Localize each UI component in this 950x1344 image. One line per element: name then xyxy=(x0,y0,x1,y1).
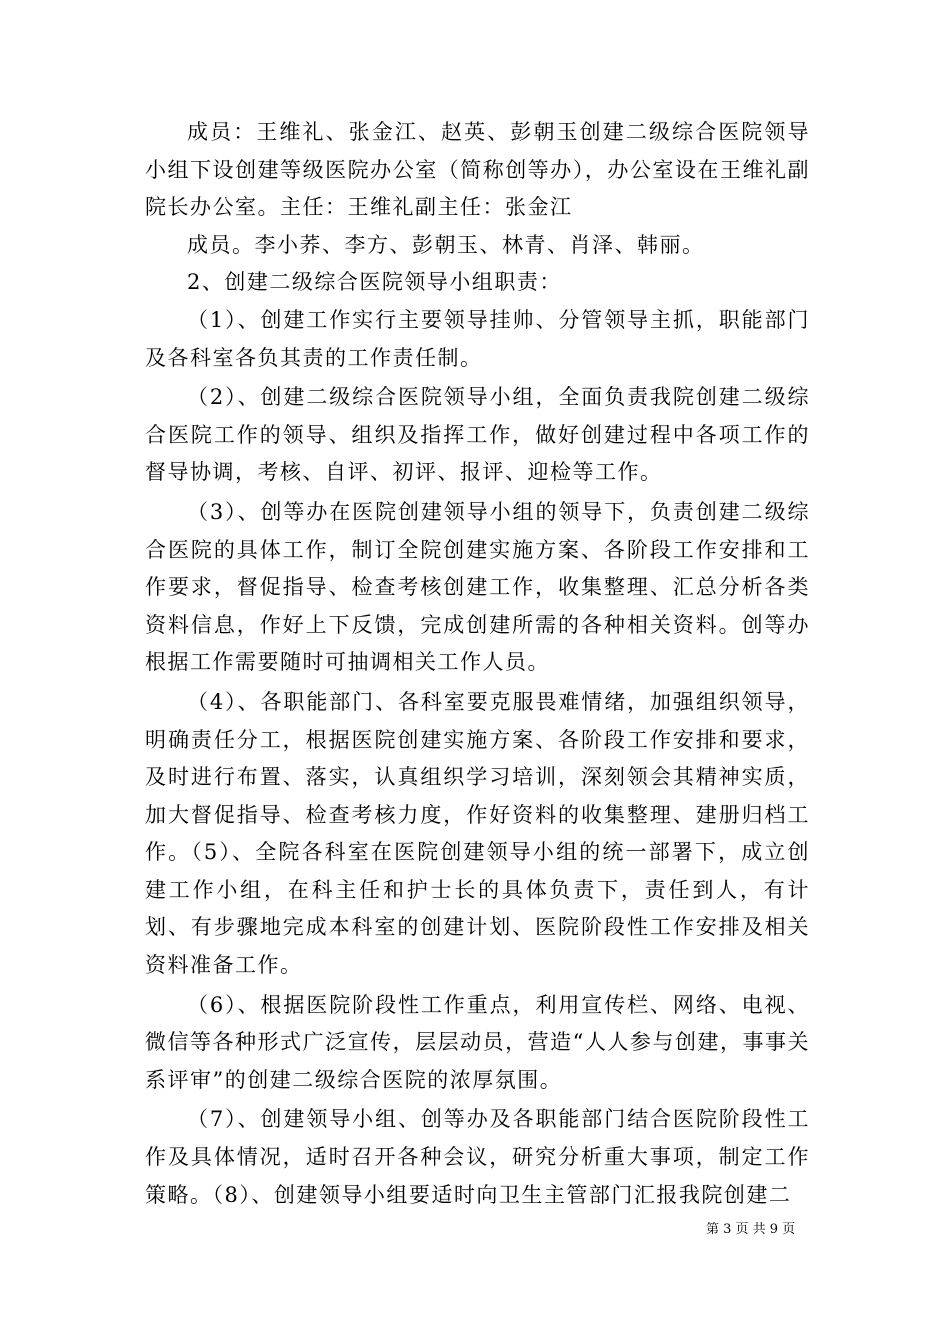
paragraph-item-7-8: （7）、创建领导小组、创等办及各职能部门结合医院阶段性工作及具体情况，适时召开各种会议，研究分析重大事项，制定工作策略。（8）、创建领导小组要适时向卫生主管部门汇报我院创建二 xyxy=(145,1107,810,1207)
paragraph-members-1: 成员：王维礼、张金江、赵英、彭朝玉创建二级综合医院领导小组下设创建等级医院办公室（简称创等办），办公室设在王维礼副院长办公室。主任：王维礼副主任：张金江 xyxy=(145,120,810,220)
paragraph-item-4-5: （4）、各职能部门、各科室要克服畏难情绪，加强组织领导，明确责任分工，根据医院创建实施方案、各阶段工作安排和要求，及时进行布置、落实，认真组织学习培训，深刻领会其精神实质，加大督促指导、检查考核力度，作好资料的收集整理、建册归档工作。（5）、全院各科室在医院创建领导小组的统一部署下，成立创建工作小组，在科主任和护士长的具体负责下，责任到人，有计划、有步骤地完成本科室的创建计划、医院阶段性工作安排及相关资料准备工作。 xyxy=(145,689,810,978)
document-body xyxy=(145,114,810,1214)
paragraph-item-6: （6）、根据医院阶段性工作重点，利用宣传栏、网络、电视、微信等各种形式广泛宣传，层层动员，营造“人人参与创建，事事关系评审”的创建二级综合医院的浓厚氛围。 xyxy=(145,992,810,1092)
paragraph-section-2-heading: 2、创建二级综合医院领导小组职责： xyxy=(187,270,562,295)
paragraph-item-1: （1）、创建工作实行主要领导挂帅、分管领导主抓，职能部门及各科室各负其责的工作责任制。 xyxy=(145,307,810,370)
paragraph-members-2: 成员。李小荞、李方、彭朝玉、林青、肖泽、韩丽。 xyxy=(187,232,705,257)
page-number: 第 3 页 共 9 页 xyxy=(706,1222,796,1237)
paragraph-item-3: （3）、创等办在医院创建领导小组的领导下，负责创建二级综合医院的具体工作，制订全院创建实施方案、各阶段工作安排和工作要求，督促指导、检查考核创建工作，收集整理、汇总分析各类资料信息，作好上下反馈，完成创建所需的各种相关资料。创等办根据工作需要随时可抽调相关工作人员。 xyxy=(145,499,810,675)
paragraph-item-2: （2）、创建二级综合医院领导小组，全面负责我院创建二级综合医院工作的领导、组织及指挥工作，做好创建过程中各项工作的督导协调，考核、自评、初评、报评、迎检等工作。 xyxy=(145,385,810,485)
